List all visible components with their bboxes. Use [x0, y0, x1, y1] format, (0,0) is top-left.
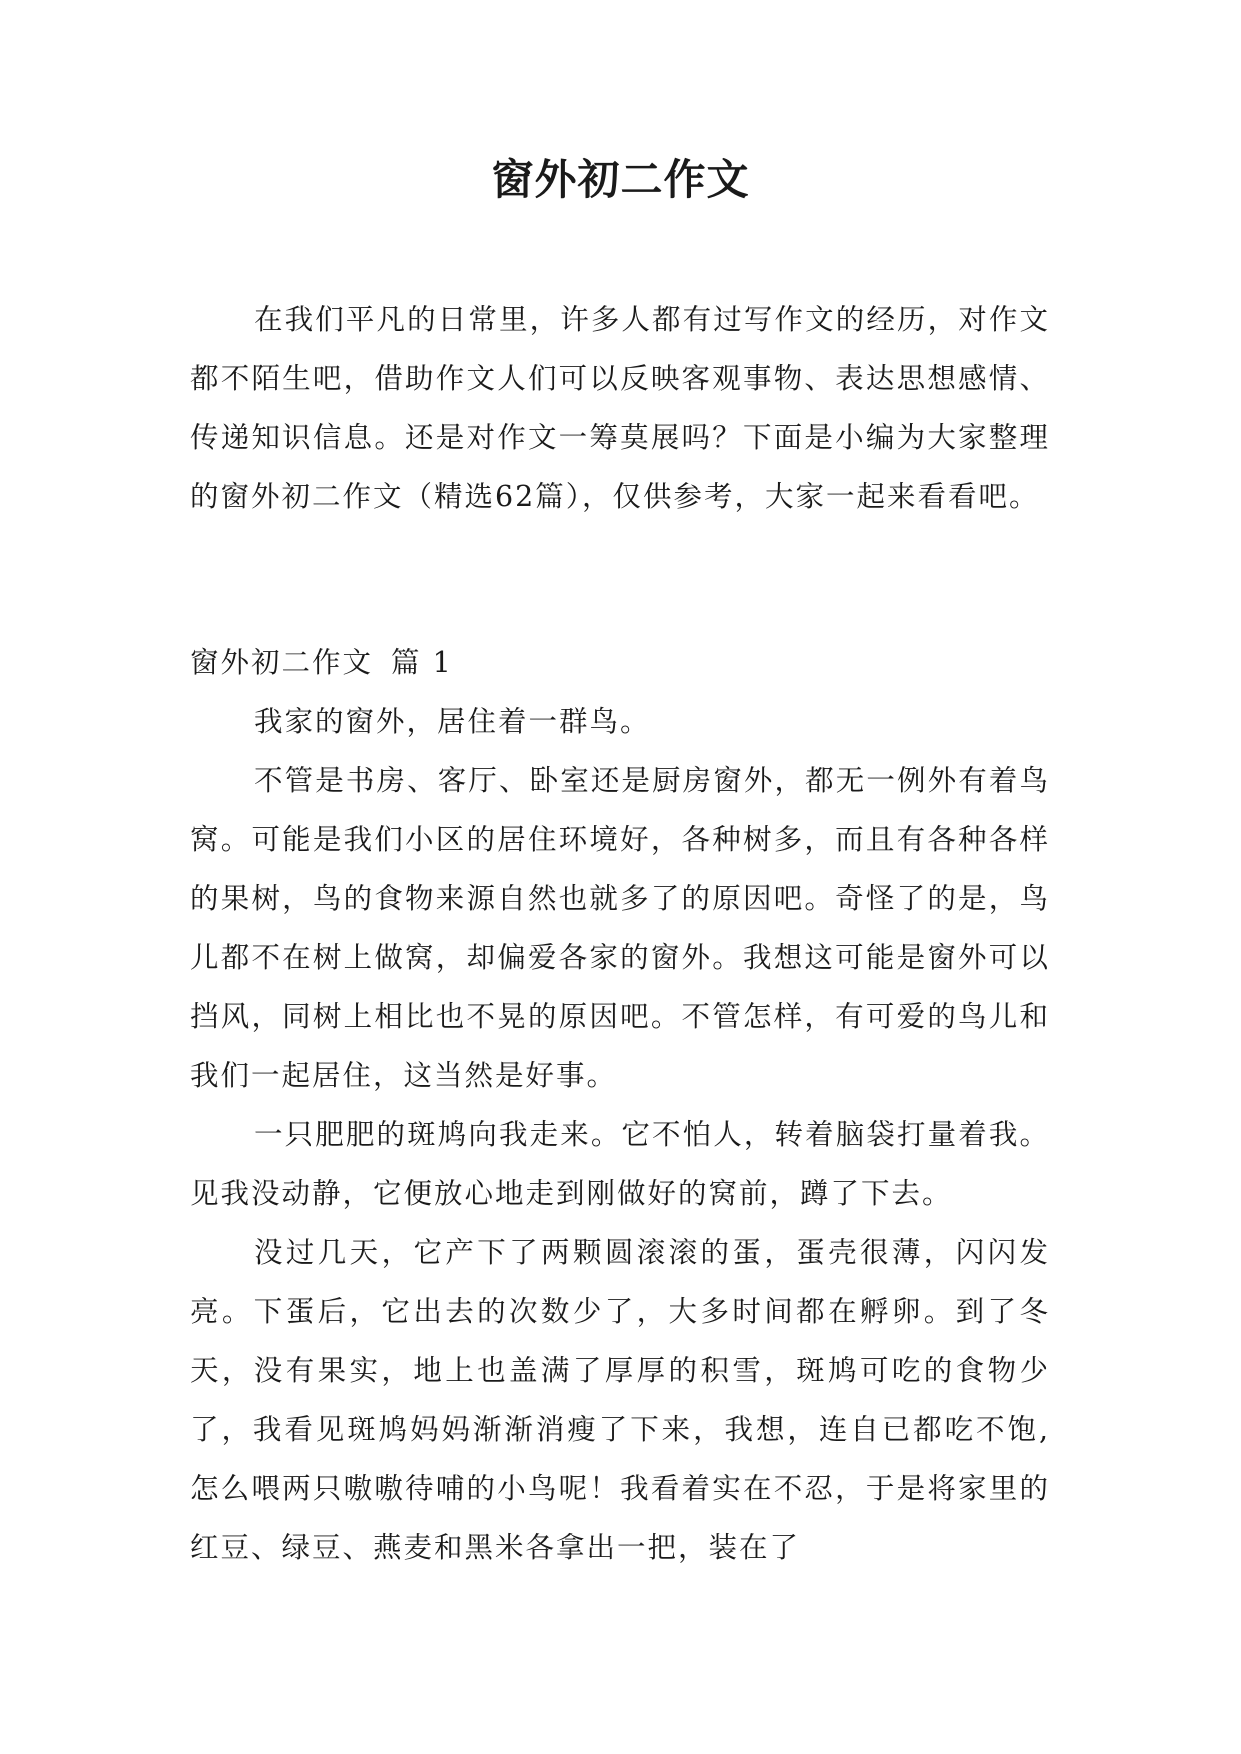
body-paragraph: 不管是书房、客厅、卧室还是厨房窗外，都无一例外有着鸟窝。可能是我们小区的居住环境好，各种树多，而且有各种各样的果树，鸟的食物来源自然也就多了的原因吧。奇怪了的是，鸟儿都不在树上做窝，却偏爱各家的窗外。我想这可能是窗外可以挡风，同树上相比也不晃的原因吧。不管怎样，有可爱的鸟儿和我们一起居住，这当然是好事。: [190, 764, 1050, 1092]
body-paragraph: 没过几天，它产下了两颗圆滚滚的蛋，蛋壳很薄，闪闪发亮。下蛋后，它出去的次数少了，大多时间都在孵卵。到了冬天，没有果实，地上也盖满了厚厚的积雪，斑鸠可吃的食物少了，我看见斑鸠妈妈渐渐消瘦了下来，我想，连自已都吃不饱,怎么喂两只嗷嗷待哺的小鸟呢！我看着实在不忍，于是将家里的红豆、绿豆、燕麦和黑米各拿出一把，装在了: [190, 1236, 1050, 1564]
section-heading-title: 窗外初二作文: [190, 646, 374, 679]
intro-paragraph: 在我们平凡的日常里，许多人都有过写作文的经历，对作文都不陌生吧，借助作文人们可以反映客观事物、表达思想感情、传递知识信息。还是对作文一筹莫展吗？下面是小编为大家整理的窗外初二作文（精选62篇），仅供参考，大家一起来看看吧。: [190, 303, 1050, 513]
article-section: [190, 633, 1050, 1577]
document-title: 窗外初二作文: [491, 155, 750, 204]
body-paragraph: 我家的窗外，居住着一群鸟。: [254, 705, 651, 738]
body-paragraph: 一只肥肥的斑鸠向我走来。它不怕人，转着脑袋打量着我。见我没动静，它便放心地走到刚做好的窝前，蹲了下去。: [190, 1118, 1050, 1210]
section-heading-number: 篇 1: [391, 646, 453, 679]
section-heading: [190, 633, 1050, 692]
